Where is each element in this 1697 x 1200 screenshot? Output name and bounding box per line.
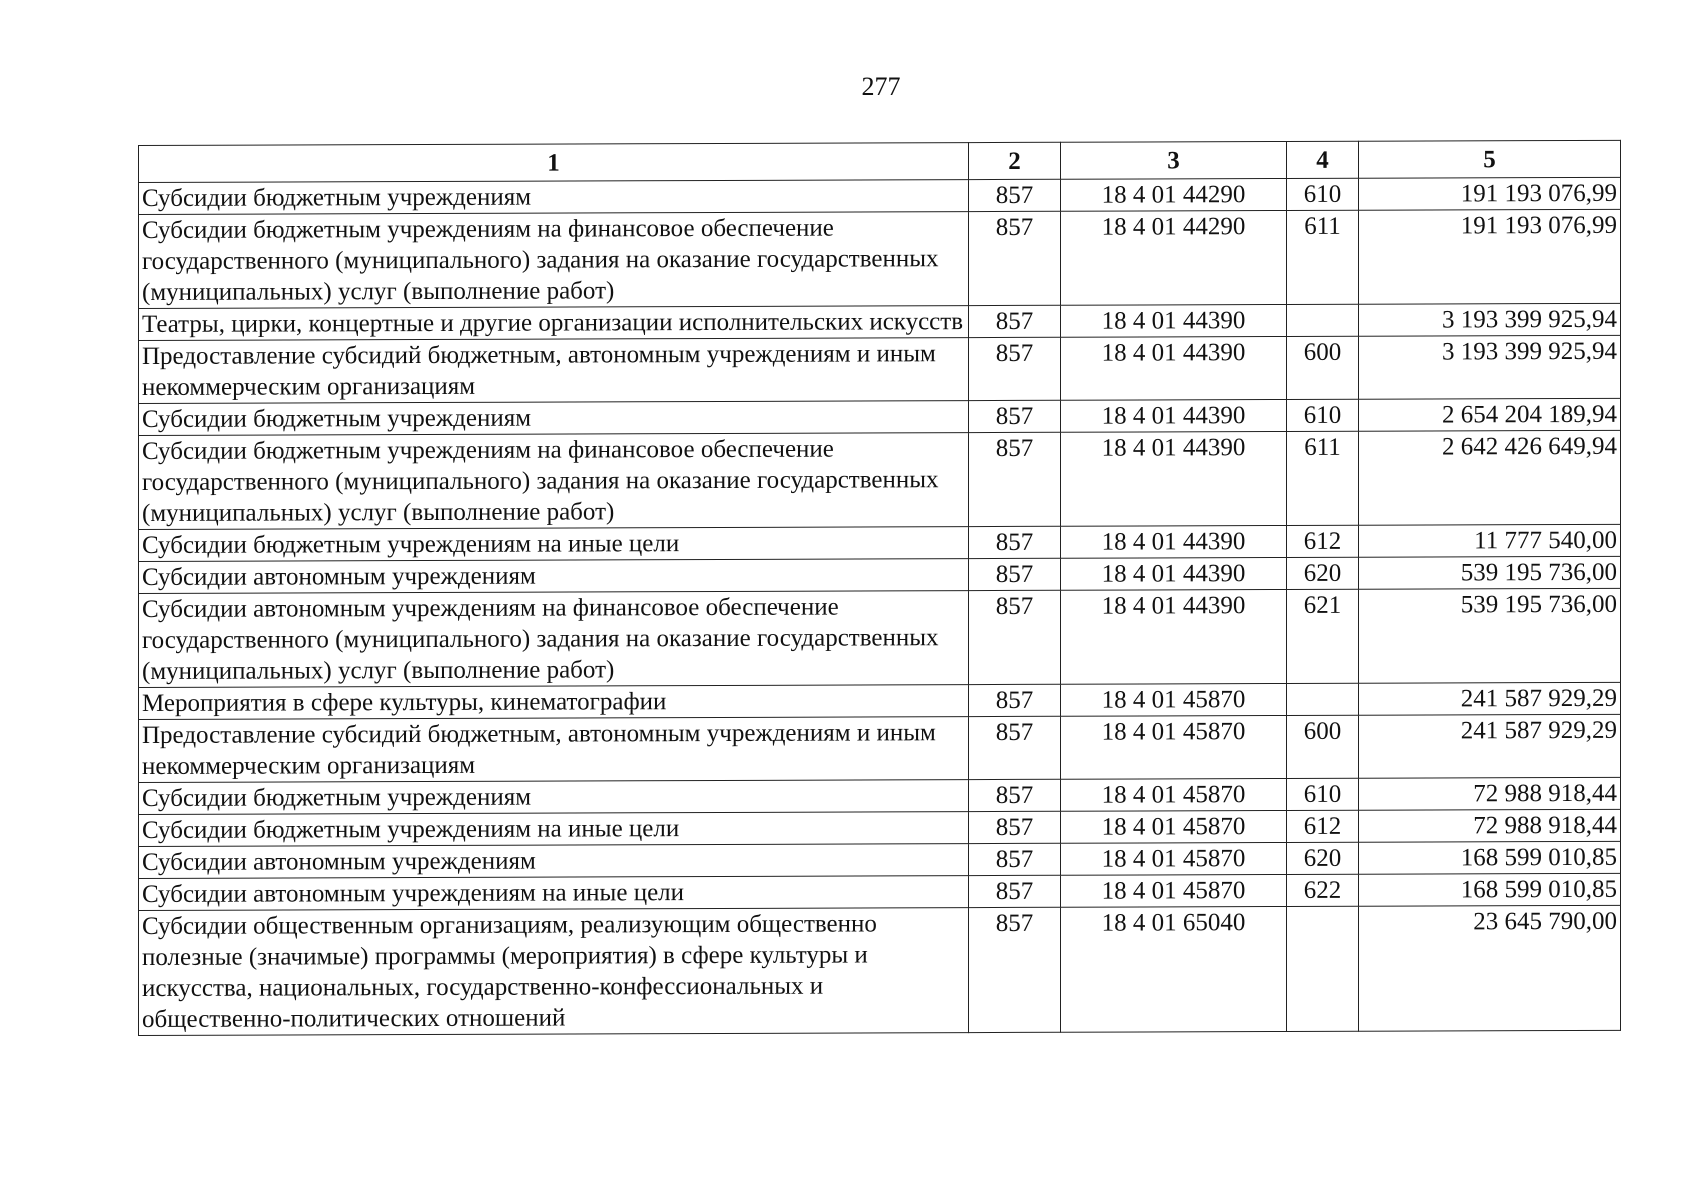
row-code-cell: 857 [969,716,1061,779]
row-sum-cell: 72 988 918,44 [1359,777,1621,810]
row-code-cell: 857 [969,432,1061,526]
row-name-cell: Субсидии автономным учреждениям [139,559,969,594]
row-type-cell [1287,906,1359,1031]
row-csr-cell: 18 4 01 44390 [1061,399,1287,432]
row-csr-cell: 18 4 01 45870 [1061,683,1287,716]
row-name-cell: Мероприятия в сфере культуры, кинематографии [139,685,969,720]
row-type-cell: 620 [1287,557,1359,589]
row-csr-cell: 18 4 01 45870 [1061,842,1287,875]
row-code-cell: 857 [969,337,1061,400]
row-name-cell: Предоставление субсидий бюджетным, автономным учреждениям и иным некоммерческим организациям [139,338,969,404]
row-sum-cell: 3 193 399 925,94 [1359,335,1621,399]
row-csr-cell: 18 4 01 44290 [1061,178,1287,211]
row-sum-cell: 11 777 540,00 [1359,524,1621,557]
row-csr-cell: 18 4 01 44390 [1061,589,1287,684]
table-row [139,905,1621,1035]
row-name-cell: Субсидии автономным учреждениям [139,844,969,879]
row-type-cell: 610 [1287,178,1359,210]
table-header-row [139,140,1621,182]
row-csr-cell: 18 4 01 44290 [1061,210,1287,305]
row-code-cell: 857 [969,211,1061,305]
page-number: 277 [861,72,901,101]
table-row [139,777,1621,814]
row-name-cell: Субсидии бюджетным учреждениям на иные цели [139,527,969,562]
column-header-1: 1 [139,143,969,183]
row-csr-cell: 18 4 01 45870 [1061,810,1287,843]
row-csr-cell: 18 4 01 45870 [1061,715,1287,779]
table-row [139,209,1621,308]
table-row [139,177,1621,214]
row-type-cell: 600 [1287,715,1359,778]
column-header-5: 5 [1359,140,1621,178]
row-name-cell: Субсидии бюджетным учреждениям [139,401,969,436]
table-row [139,682,1621,719]
row-sum-cell: 168 599 010,85 [1359,873,1621,906]
row-code-cell: 857 [969,843,1061,875]
row-name-cell: Субсидии бюджетным учреждениям [139,780,969,815]
row-code-cell: 857 [969,907,1061,1032]
column-header-4: 4 [1287,141,1359,178]
row-type-cell: 610 [1287,778,1359,810]
row-sum-cell: 2 654 204 189,94 [1359,398,1621,431]
row-type-cell [1287,304,1359,336]
row-sum-cell: 241 587 929,29 [1359,682,1621,715]
table-row [139,714,1621,782]
row-name-cell: Театры, цирки, концертные и другие организации исполнительских искусств [139,306,969,341]
row-sum-cell: 72 988 918,44 [1359,809,1621,842]
row-csr-cell: 18 4 01 44390 [1061,525,1287,558]
row-sum-cell: 2 642 426 649,94 [1359,430,1621,525]
row-name-cell: Субсидии бюджетным учреждениям [139,180,969,215]
row-name-cell: Субсидии автономным учреждениям на финансовое обеспечение государственного (муниципального) задания на оказание государственных (муниципальных) услуг (выполнение работ) [139,591,969,688]
row-code-cell: 857 [969,590,1061,684]
row-sum-cell: 3 193 399 925,94 [1359,303,1621,336]
row-code-cell: 857 [969,400,1061,432]
row-type-cell: 621 [1287,589,1359,683]
row-csr-cell: 18 4 01 44390 [1061,304,1287,337]
column-header-2: 2 [969,142,1061,179]
row-type-cell: 620 [1287,842,1359,874]
row-code-cell: 857 [969,811,1061,843]
row-name-cell: Предоставление субсидий бюджетным, автономным учреждениям и иным некоммерческим организациям [139,717,969,783]
row-sum-cell: 168 599 010,85 [1359,841,1621,874]
row-type-cell: 612 [1287,810,1359,842]
column-header-3: 3 [1061,141,1287,179]
row-type-cell: 611 [1287,210,1359,304]
row-name-cell: Субсидии общественным организациям, реализующим общественно полезные (значимые) программы (мероприятия) в сфере культуры и искусства, национальных, государственно-конфессиональных и общественно-политических отношений [139,908,969,1036]
row-sum-cell: 23 645 790,00 [1359,905,1621,1031]
row-code-cell: 857 [969,558,1061,590]
row-name-cell: Субсидии бюджетным учреждениям на финансовое обеспечение государственного (муниципального) задания на оказание государственных (муниципальных) услуг (выполнение работ) [139,212,969,309]
row-type-cell: 622 [1287,874,1359,906]
row-name-cell: Субсидии бюджетным учреждениям на иные цели [139,812,969,847]
row-type-cell [1287,683,1359,715]
row-code-cell: 857 [969,526,1061,558]
table-row [139,398,1621,435]
row-type-cell: 611 [1287,431,1359,525]
row-type-cell: 612 [1287,525,1359,557]
table-row [139,430,1621,529]
table-row [139,524,1621,561]
row-csr-cell: 18 4 01 45870 [1061,874,1287,907]
row-name-cell: Субсидии автономным учреждениям на иные цели [139,876,969,911]
row-sum-cell: 539 195 736,00 [1359,556,1621,589]
row-sum-cell: 241 587 929,29 [1359,714,1621,778]
row-sum-cell: 191 193 076,99 [1359,177,1621,210]
table-row [139,809,1621,846]
row-csr-cell: 18 4 01 65040 [1061,906,1287,1032]
row-type-cell: 610 [1287,399,1359,431]
row-csr-cell: 18 4 01 44390 [1061,557,1287,590]
row-code-cell: 857 [969,875,1061,907]
row-csr-cell: 18 4 01 44390 [1061,336,1287,400]
table-row [139,303,1621,340]
budget-table [138,140,1621,1036]
row-sum-cell: 191 193 076,99 [1359,209,1621,304]
table-row [139,556,1621,593]
row-csr-cell: 18 4 01 44390 [1061,431,1287,526]
row-code-cell: 857 [969,779,1061,811]
row-csr-cell: 18 4 01 45870 [1061,778,1287,811]
table-row [139,588,1621,687]
row-code-cell: 857 [969,305,1061,337]
row-code-cell: 857 [969,684,1061,716]
row-code-cell: 857 [969,179,1061,211]
row-sum-cell: 539 195 736,00 [1359,588,1621,683]
table-row [139,841,1621,878]
table-row [139,873,1621,910]
row-type-cell: 600 [1287,336,1359,399]
row-name-cell: Субсидии бюджетным учреждениям на финансовое обеспечение государственного (муниципального) задания на оказание государственных (муниципальных) услуг (выполнение работ) [139,433,969,530]
table-row [139,335,1621,403]
